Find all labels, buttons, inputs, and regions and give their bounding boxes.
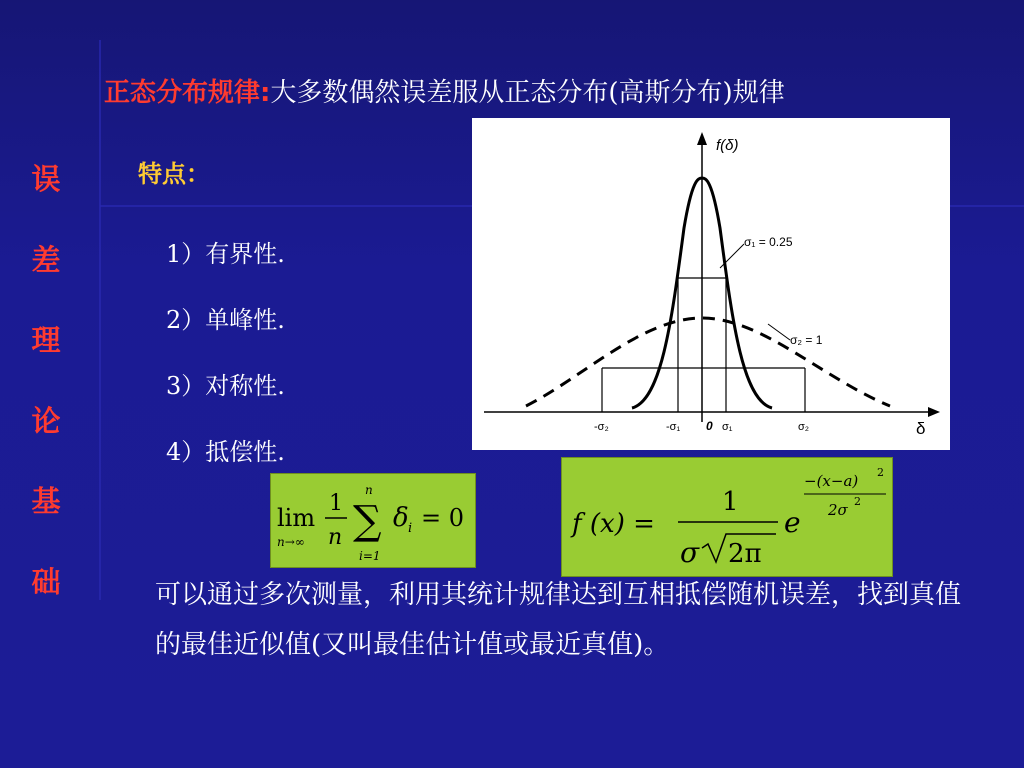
compensation-formula: [270, 473, 476, 568]
normal-distribution-figure: [472, 118, 950, 450]
gaussian-formula: [561, 457, 893, 577]
curve-sigma2: [526, 318, 890, 406]
side-title-char: 差: [31, 242, 61, 277]
curve2-label: σ₂ = 1: [790, 333, 823, 347]
gauss-exp-num-pow: 2: [877, 466, 884, 479]
gauss-num: 1: [722, 487, 739, 517]
tick-label: -σ₂: [594, 421, 609, 433]
formula-frac-num: 1: [329, 491, 343, 516]
tick-label: σ₂: [798, 421, 810, 433]
formula-rhs: = 0: [421, 504, 465, 532]
x-axis-label: δ: [916, 419, 926, 438]
gauss-exp-den-pow: 2: [854, 495, 861, 508]
feature-item: 4）抵偿性.: [166, 438, 285, 466]
feature-item: 1）有界性.: [166, 240, 285, 268]
curve1-label: σ₁ = 0.25: [744, 235, 793, 249]
feature-item: 2）单峰性.: [166, 306, 285, 334]
formula-term-sub: i: [408, 521, 413, 536]
formula-lim-sub: n→∞: [277, 535, 305, 549]
side-title-char: 础: [31, 564, 61, 599]
side-title-char: 误: [31, 162, 61, 196]
formula-lim: lim: [277, 504, 316, 532]
formula-term: δ: [393, 503, 409, 533]
side-title-char: 基: [31, 484, 61, 518]
side-title-char: 论: [31, 403, 61, 438]
side-title: [26, 160, 66, 643]
summary-paragraph: 可以通过多次测量，利用其统计规律达到互相抵偿随机误差，找到真值的最佳近似值(又叫最佳估计值或最近真值)。: [155, 580, 962, 660]
formula-frac-den: n: [328, 525, 343, 550]
vertical-divider: [99, 40, 101, 600]
gauss-exp-num: −(x−a): [804, 472, 859, 490]
x-axis-arrow: [928, 407, 940, 417]
y-axis-label: f(δ): [716, 137, 739, 154]
gauss-den-sigma: σ: [680, 536, 700, 569]
gauss-lhs: f (x) =: [572, 509, 655, 539]
tick-label: σ₁: [722, 421, 733, 433]
tick-label: 0: [706, 419, 713, 433]
gauss-exp-den: 2σ: [828, 501, 848, 519]
y-axis-arrow: [697, 132, 707, 145]
formula-sum-sign: ∑: [353, 498, 382, 544]
side-title-char: 理: [31, 323, 61, 357]
formula-sum-top: n: [365, 483, 373, 497]
headline: [104, 72, 785, 109]
feature-item: 3）对称性.: [166, 372, 285, 400]
headline-text: 大多数偶然误差服从正态分布(高斯分布)规律: [270, 78, 785, 108]
features-label: 特点：: [138, 160, 210, 188]
tick-label: -σ₁: [666, 421, 681, 433]
formula-sum-bottom: i=1: [359, 549, 381, 563]
headline-label: 正态分布规律:: [104, 78, 271, 108]
gauss-base: e: [784, 506, 801, 539]
gauss-den-rad: 2π: [728, 539, 762, 569]
